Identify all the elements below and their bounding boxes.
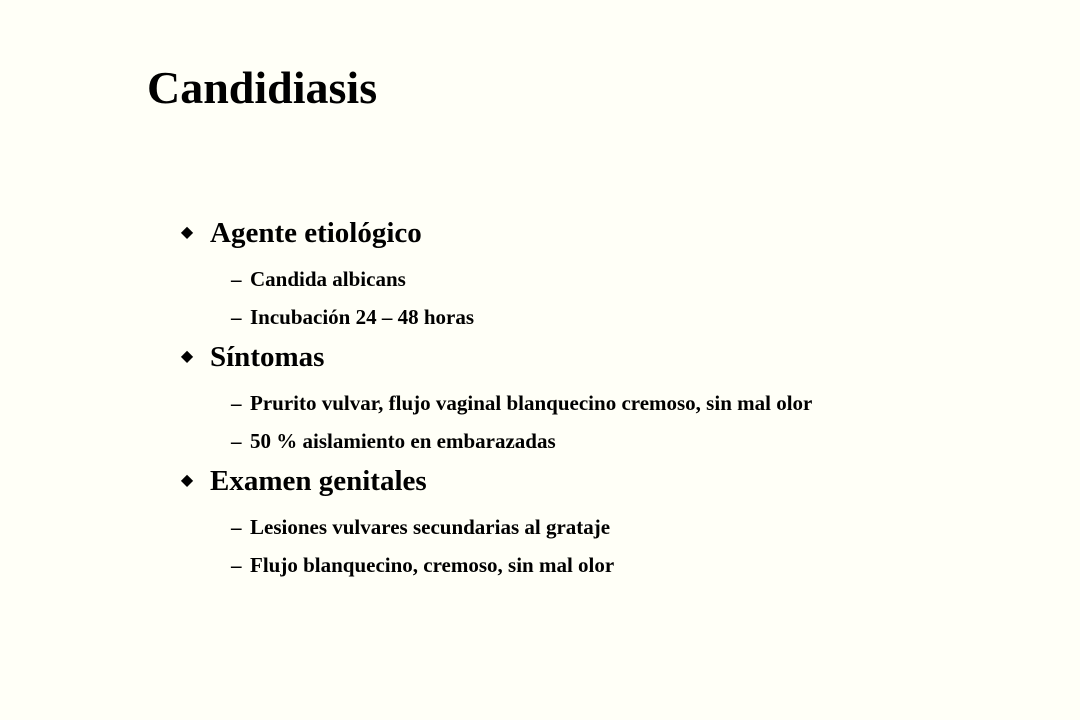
list-item-text: Incubación 24 – 48 horas	[250, 305, 475, 329]
section-heading-text: Examen genitales	[210, 465, 427, 497]
list-item-text: 50 % aislamiento en embarazadas	[250, 429, 556, 453]
list-item	[177, 552, 1057, 578]
section-heading-text: Síntomas	[210, 341, 325, 373]
section-heading-text: Agente etiológico	[210, 217, 422, 249]
dash-bullet-icon: –	[231, 515, 242, 539]
diamond-bullet-icon: ◆	[180, 224, 194, 241]
list-item-text: Candida albicans	[250, 267, 406, 291]
dash-bullet-icon: –	[231, 267, 242, 291]
list-item	[177, 390, 1057, 416]
list-item-text: Lesiones vulvares secundarias al grataje	[250, 515, 611, 539]
section-heading	[177, 336, 1057, 378]
section-heading	[177, 212, 1057, 254]
section-heading	[177, 460, 1057, 502]
list-item-text: Flujo blanquecino, cremoso, sin mal olor	[250, 553, 615, 577]
slide-content	[177, 212, 1057, 578]
dash-bullet-icon: –	[231, 305, 242, 329]
diamond-bullet-icon: ◆	[180, 348, 194, 365]
dash-bullet-icon: –	[231, 391, 242, 415]
dash-bullet-icon: –	[231, 429, 242, 453]
list-item	[177, 428, 1057, 454]
list-item	[177, 266, 1057, 292]
slide-title: Candidiasis	[147, 62, 378, 113]
list-item	[177, 304, 1057, 330]
list-item-text: Prurito vulvar, flujo vaginal blanquecino cremoso, sin mal olor	[250, 391, 813, 415]
list-item	[177, 514, 1057, 540]
dash-bullet-icon: –	[231, 553, 242, 577]
diamond-bullet-icon: ◆	[180, 472, 194, 489]
